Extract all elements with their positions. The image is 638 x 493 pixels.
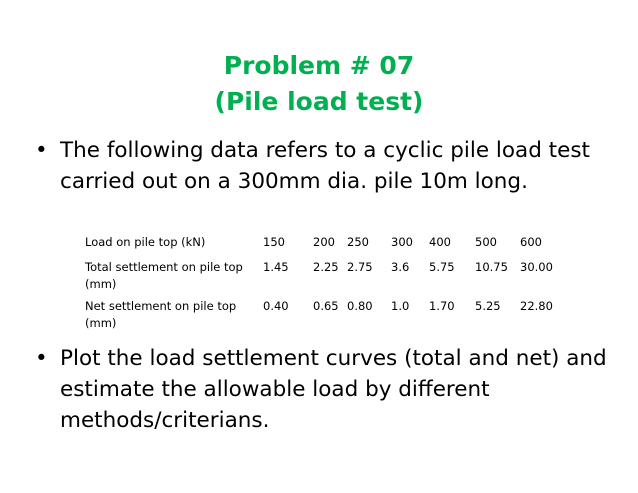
bullet-item — [35, 343, 620, 436]
table-cell: 200 — [313, 235, 335, 249]
bullet-marker: • — [35, 138, 48, 163]
table-cell: 10.75 — [475, 260, 508, 274]
table-cell: 2.25 — [313, 260, 339, 274]
row-label: Load on pile top (kN) — [85, 235, 206, 249]
table-cell: 300 — [391, 235, 413, 249]
table-cell: 150 — [263, 235, 285, 249]
table-cell: 0.40 — [263, 299, 289, 313]
table-cell: 1.45 — [263, 260, 289, 274]
slide-subtitle: (Pile load test) — [214, 87, 424, 116]
table-row — [85, 234, 564, 259]
table-cell: 0.80 — [347, 299, 373, 313]
table-cell: 3.6 — [391, 260, 410, 274]
table-cell: 5.25 — [475, 299, 501, 313]
table-cell: 250 — [347, 235, 369, 249]
table-row — [85, 298, 564, 337]
bullet-marker: • — [35, 346, 48, 371]
bullet-text: The following data refers to a cyclic pile load test carried out on a 300mm dia. pile 10m long. — [60, 138, 590, 194]
bullet-item — [35, 135, 620, 197]
table-row — [85, 259, 564, 298]
table-cell: 400 — [429, 235, 451, 249]
table-cell: 1.0 — [391, 299, 410, 313]
table-cell: 0.65 — [313, 299, 339, 313]
pile-load-data-table — [85, 234, 564, 337]
table-cell: 500 — [475, 235, 497, 249]
row-label: Net settlement on pile top (mm) — [85, 299, 237, 330]
slide-title: Problem # 07 — [223, 51, 415, 80]
bullet-text: Plot the load settlement curves (total and net) and estimate the allowable load by different methods/criterians. — [60, 346, 607, 433]
table-cell: 1.70 — [429, 299, 455, 313]
row-label: Total settlement on pile top (mm) — [85, 260, 243, 291]
table-cell: 600 — [520, 235, 542, 249]
table-cell: 5.75 — [429, 260, 455, 274]
table-cell: 22.80 — [520, 299, 553, 313]
table-cell: 30.00 — [520, 260, 553, 274]
table-cell: 2.75 — [347, 260, 373, 274]
